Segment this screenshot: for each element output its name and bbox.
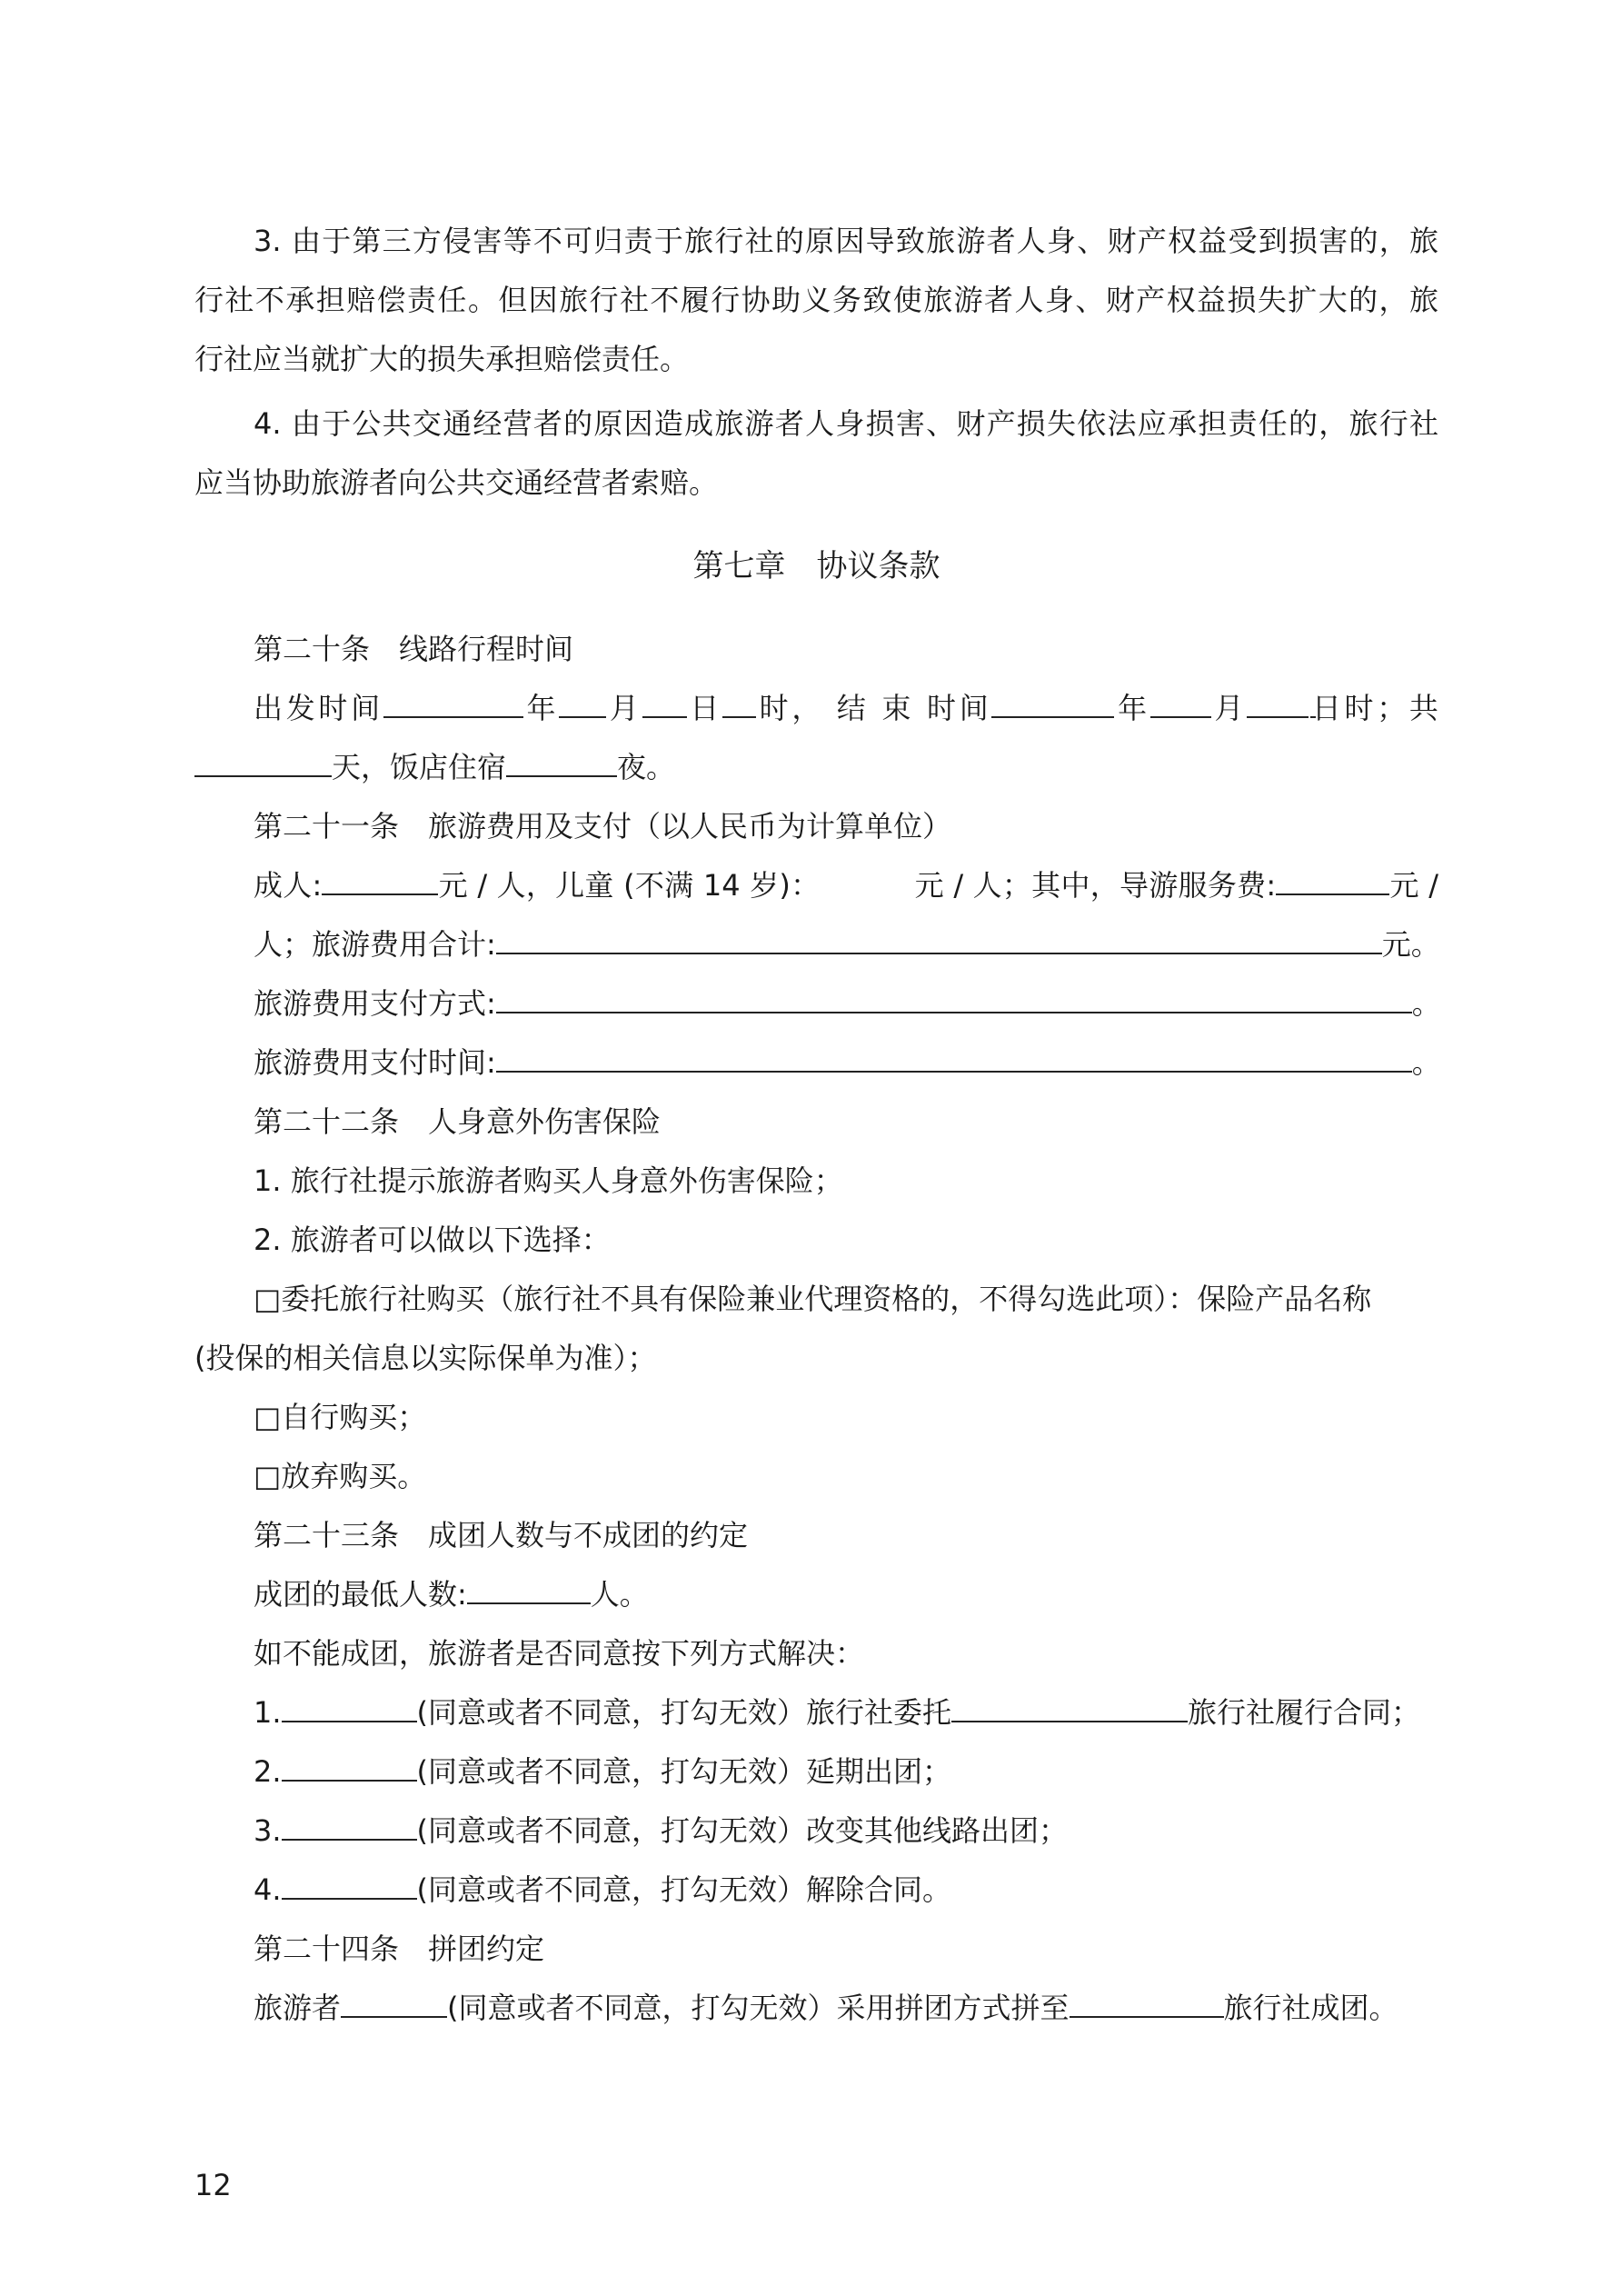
label: (同意或者不同意，打勾无效）: [416, 1872, 807, 1907]
label: 旅行社委托: [806, 1695, 952, 1730]
min-group-blank[interactable]: [467, 1579, 591, 1604]
insurance-option-waive[interactable]: □放弃购买。: [254, 1459, 427, 1493]
merge-group-line: [194, 1979, 1438, 2038]
label: 人；旅游费用合计:: [254, 927, 496, 962]
label: 成团的最低人数:: [254, 1577, 467, 1612]
group-option-4: [194, 1861, 1438, 1920]
end-day-blank[interactable]: [1247, 693, 1309, 718]
article-heading: 第二十二条 人身意外伤害保险: [254, 1104, 662, 1139]
label: 结 束 时间: [836, 691, 992, 725]
pay-method-blank[interactable]: [496, 988, 1412, 1013]
label: 元 / 人，儿童 (不满 14 岁)：: [438, 868, 821, 903]
days-nights-line: [194, 738, 1438, 797]
paragraph-line: 应当协助旅游者向公共交通经营者索赔。: [194, 465, 719, 500]
page-number: 12: [194, 2168, 232, 2202]
article-heading: 第二十一条 旅游费用及支付（以人民币为计算单位）: [254, 809, 952, 844]
guide-fee-blank[interactable]: [1276, 870, 1389, 895]
document-page: [194, 212, 1441, 2038]
end-month-blank[interactable]: [1150, 693, 1211, 718]
label: 旅行社成团。: [1223, 1991, 1398, 2025]
agency-blank[interactable]: [951, 1697, 1188, 1722]
label: 延期出团；: [806, 1754, 952, 1789]
label: (同意或者不同意，打勾无效）: [416, 1695, 807, 1730]
insurance-option-entrust[interactable]: □委托旅行社购买（旅行社不具有保险兼业代理资格的，不得勾选此项）：保险产品名称: [254, 1282, 1372, 1316]
paragraph-line: 3. 由于第三方侵害等不可归责于旅行社的原因导致旅游者人身、财产权益受到损害的，旅: [254, 224, 1438, 258]
depart-hour-blank[interactable]: [722, 693, 756, 718]
label: 天，饭店住宿: [332, 750, 507, 784]
label: 元 /: [1389, 868, 1438, 903]
group-option-3: [194, 1802, 1438, 1861]
itinerary-time-line: [194, 679, 1438, 738]
depart-month-blank[interactable]: [559, 693, 606, 718]
agree-blank[interactable]: [282, 1697, 417, 1722]
label: 夜。: [617, 750, 676, 784]
agree-blank[interactable]: [341, 1992, 447, 2018]
agree-blank[interactable]: [282, 1756, 417, 1782]
label: 人。: [590, 1577, 649, 1612]
paragraph-line: 行社不承担赔偿责任。但因旅行社不履行协助义务致使旅游者人身、财产权益损失扩大的，旅: [194, 283, 1438, 317]
paragraph-line: 4. 由于公共交通经营者的原因造成旅游者人身损害、财产损失依法应承担责任的，旅行社: [254, 406, 1438, 441]
agree-blank[interactable]: [282, 1874, 417, 1900]
label: 日时；共: [1309, 691, 1438, 725]
label: 出发时间: [254, 691, 383, 725]
label: (同意或者不同意，打勾无效）采用拼团方式拼至: [447, 1991, 1070, 2025]
label: 3.: [254, 1813, 282, 1848]
pay-time-line: [194, 1033, 1441, 1093]
label: 旅游者: [254, 1991, 342, 2025]
label: 旅行社履行合同；: [1188, 1695, 1421, 1730]
label: (同意或者不同意，打勾无效）: [416, 1813, 807, 1848]
label: 旅游费用支付方式:: [254, 986, 496, 1021]
label: 。: [1411, 1045, 1441, 1080]
paragraph-line: 行社应当就扩大的损失承担赔偿责任。: [194, 342, 690, 376]
label: 成人:: [254, 868, 323, 903]
label: 。: [1411, 986, 1441, 1021]
label: 旅游费用支付时间:: [254, 1045, 496, 1080]
paragraph-line: (投保的相关信息以实际保单为准）；: [194, 1341, 657, 1375]
end-year-blank[interactable]: [991, 693, 1114, 718]
label: 元。: [1381, 927, 1440, 962]
list-item: 1. 旅行社提示旅游者购买人身意外伤害保险；: [254, 1163, 843, 1198]
paragraph-line: 如不能成团，旅游者是否同意按下列方式解决：: [254, 1636, 865, 1671]
pay-time-blank[interactable]: [496, 1047, 1412, 1073]
agree-blank[interactable]: [282, 1815, 417, 1841]
list-item: 2. 旅游者可以做以下选择：: [254, 1223, 611, 1257]
insurance-option-self[interactable]: □自行购买；: [254, 1400, 427, 1434]
nights-blank[interactable]: [506, 752, 617, 777]
article-heading: 第二十条 线路行程时间: [254, 632, 574, 666]
label: 改变其他线路出团；: [806, 1813, 1069, 1848]
label: 日: [686, 691, 722, 725]
group-option-1: [194, 1683, 1438, 1742]
group-option-2: [194, 1742, 1438, 1802]
label: 2.: [254, 1754, 282, 1789]
label: 月: [1210, 691, 1248, 725]
depart-year-blank[interactable]: [383, 693, 523, 718]
label: 解除合同。: [806, 1872, 952, 1907]
label: (同意或者不同意，打勾无效）: [416, 1754, 807, 1789]
label: 4.: [254, 1872, 282, 1907]
label: 元 / 人；其中，导游服务费:: [914, 868, 1277, 903]
days-blank[interactable]: [194, 752, 332, 777]
depart-day-blank[interactable]: [642, 693, 687, 718]
label: 1.: [254, 1695, 282, 1730]
adult-fee-blank[interactable]: [322, 870, 438, 895]
total-fee-line: [194, 915, 1438, 974]
article-heading: 第二十三条 成团人数与不成团的约定: [254, 1518, 749, 1552]
min-group-line: [194, 1565, 1438, 1624]
label: 月: [606, 691, 642, 725]
total-fee-blank[interactable]: [496, 929, 1382, 954]
pay-method-line: [194, 974, 1441, 1033]
label: 时，: [755, 691, 825, 725]
chapter-title: 第七章 协议条款: [692, 548, 940, 584]
label: 年: [522, 691, 560, 725]
agency-blank[interactable]: [1070, 1992, 1224, 2018]
fee-line: [194, 856, 1438, 915]
label: 年: [1114, 691, 1150, 725]
article-heading: 第二十四条 拼团约定: [254, 1932, 545, 1966]
